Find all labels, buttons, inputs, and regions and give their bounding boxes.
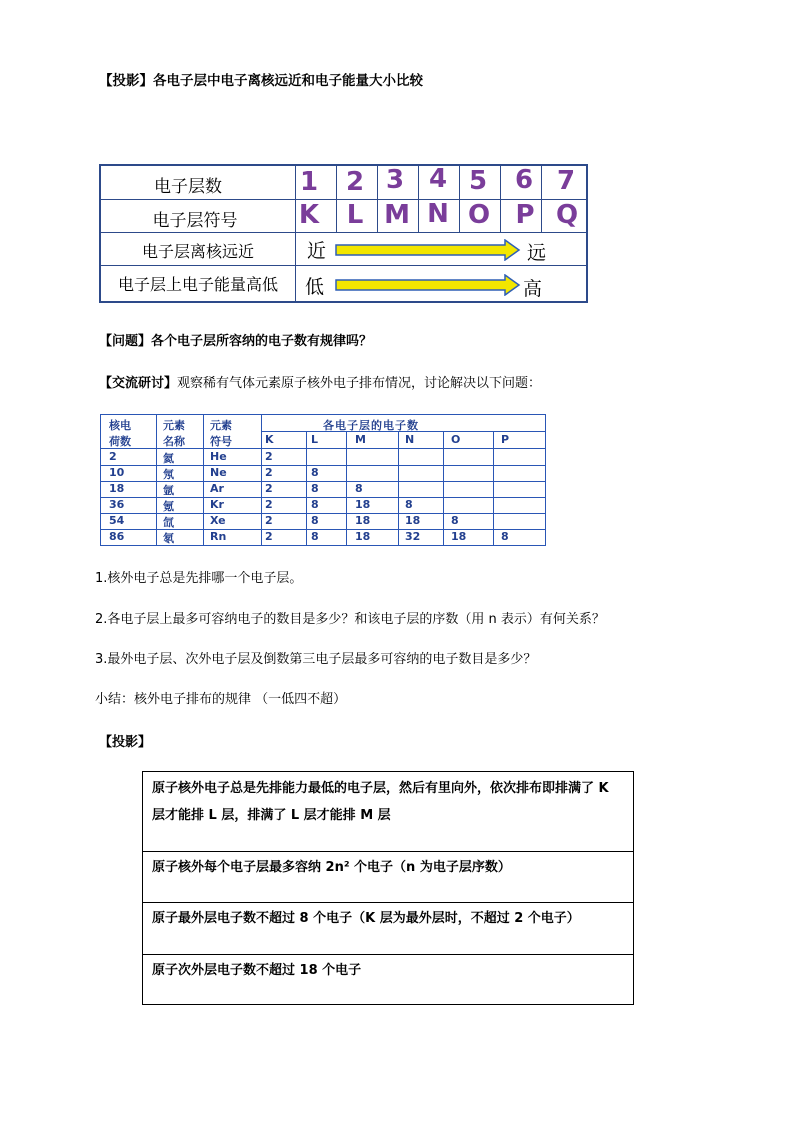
discussion-text: 观察稀有气体元素原子核外电子排布情况，讨论解决以下问题： [177,376,542,391]
rule-row [143,903,633,955]
col-divider [156,415,157,545]
cell-element-symbol: Ne [210,466,227,479]
cell-electron-count: 8 [451,514,459,527]
far-label: 远 [527,242,547,264]
cell-element-symbol: Xe [210,514,226,527]
shell-symbol-Q: Q [555,200,579,230]
row-divider [101,265,586,266]
label-energy: 电子层上电子能量高低 [117,275,278,294]
col-divider [398,431,399,545]
shell-symbol-N: N [427,199,449,229]
cell-electron-count: 8 [405,498,413,511]
low-label: 低 [305,276,325,298]
shell-number-2: 2 [345,167,365,197]
rule-2: 原子核外每个电子层最多容纳 2n² 个电子（n 为电子层序数） [152,860,511,875]
question-heading: 【问题】各个电子层所容纳的电子数有规律吗？ [99,334,373,349]
header-charge-2: 荷数 [109,435,131,448]
header-symbol-2: 符号 [210,435,232,448]
cell-electron-count: 8 [311,482,319,495]
shell-number-6: 6 [514,165,534,195]
shell-comparison-table [99,164,588,303]
col-divider [203,415,204,545]
rules-table [142,771,634,1005]
shell-symbol-P: P [515,200,535,230]
cell-electron-count: 8 [311,466,319,479]
cell-electron-count: 18 [405,514,421,527]
arrow-right-icon [335,274,521,296]
shell-number-5: 5 [468,166,488,196]
cell-charge: 10 [109,466,125,479]
cell-element-symbol: Kr [210,498,224,511]
header-layer-K: K [265,433,274,446]
cell-electron-count: 2 [265,498,273,511]
header-layer-N: N [405,433,415,446]
cell-electron-count: 18 [355,514,371,527]
discussion-paragraph [99,375,541,393]
cell-element-name: 氩 [163,484,174,497]
rule-3: 原子最外层电子数不超过 8 个电子（K 层为最外层时，不超过 2 个电子） [152,911,580,926]
cell-element-name: 氪 [163,500,174,513]
cell-element-symbol: He [210,450,227,463]
cell-electron-count: 2 [265,530,273,543]
cell-charge: 18 [109,482,125,495]
header-layer-L: L [311,433,319,446]
cell-electron-count: 8 [311,514,319,527]
summary-text: 小结：核外电子排布的规律 （一低四不超） [95,692,347,707]
header-layer-P: P [501,433,510,446]
shell-number-4: 4 [428,164,448,194]
header-symbol-1: 元素 [210,419,232,432]
cell-electron-count: 2 [265,466,273,479]
shell-symbol-M: M [384,200,410,230]
cell-element-name: 氙 [163,516,174,529]
rule-row [143,772,633,852]
rule-1: 原子核外电子总是先排能力最低的电子层，然后有里向外，依次排布即排满了 K 层才能排 L 层，排满了 L 层才能排 M 层 [152,781,609,823]
near-label: 近 [307,240,327,262]
col-divider [346,431,347,545]
cell-electron-count: 32 [405,530,421,543]
rule-row [143,955,633,1004]
cell-electron-count: 18 [355,498,371,511]
cell-element-name: 氦 [163,452,174,465]
high-label: 高 [523,278,543,300]
shell-number-3: 3 [385,165,405,195]
row-divider [101,232,586,233]
arrow-right-icon [335,239,521,261]
cell-electron-count: 8 [355,482,363,495]
cell-electron-count: 8 [311,498,319,511]
label-distance: 电子层离核远近 [141,242,254,261]
header-charge-1: 核电 [109,419,131,432]
question-3: 3.最外电子层、次外电子层及倒数第三电子层最多可容纳的电子数目是多少？ [95,652,537,667]
projection-heading: 【投影】各电子层中电子离核远近和电子能量大小比较 [99,73,423,89]
header-layer-M: M [355,433,366,446]
header-layer-O: O [451,433,461,446]
col-divider [306,431,307,545]
cell-charge: 86 [109,530,125,543]
col-divider [295,233,296,303]
col-divider [493,431,494,545]
header-name-2: 名称 [163,435,185,448]
cell-charge: 2 [109,450,117,463]
cell-electron-count: 8 [311,530,319,543]
shell-symbol-K: K [298,200,320,230]
cell-electron-count: 2 [265,450,273,463]
discussion-tag: 【交流研讨】 [99,376,178,391]
cell-element-name: 氖 [163,468,174,481]
cell-electron-count: 18 [451,530,467,543]
projection-heading-2: 【投影】 [99,735,152,750]
col-divider [500,166,501,232]
header-name-1: 元素 [163,419,185,432]
rule-row [143,852,633,903]
shell-number-7: 7 [556,166,576,196]
label-shell-number: 电子层数 [154,177,222,197]
shell-symbol-O: O [467,200,491,230]
question-2: 2.各电子层上最多可容纳电子的数目是多少？和该电子层的序数（用 n 表示）有何关系？ [95,612,605,627]
cell-element-symbol: Ar [210,482,224,495]
cell-electron-count: 2 [265,514,273,527]
cell-charge: 54 [109,514,125,527]
noble-gas-table [100,414,546,546]
cell-element-name: 氡 [163,532,174,545]
header-layers-title: 各电子层的电子数 [323,419,419,432]
col-divider [443,431,444,545]
rule-4: 原子次外层电子数不超过 18 个电子 [152,963,362,978]
col-divider [261,415,262,545]
cell-electron-count: 18 [355,530,371,543]
cell-charge: 36 [109,498,125,511]
label-shell-symbol: 电子层符号 [152,211,238,231]
shell-number-1: 1 [299,167,319,197]
cell-electron-count: 8 [501,530,509,543]
question-1: 1.核外电子总是先排哪一个电子层。 [95,571,303,586]
shell-symbol-L: L [346,200,364,230]
cell-electron-count: 2 [265,482,273,495]
cell-element-symbol: Rn [210,530,227,543]
